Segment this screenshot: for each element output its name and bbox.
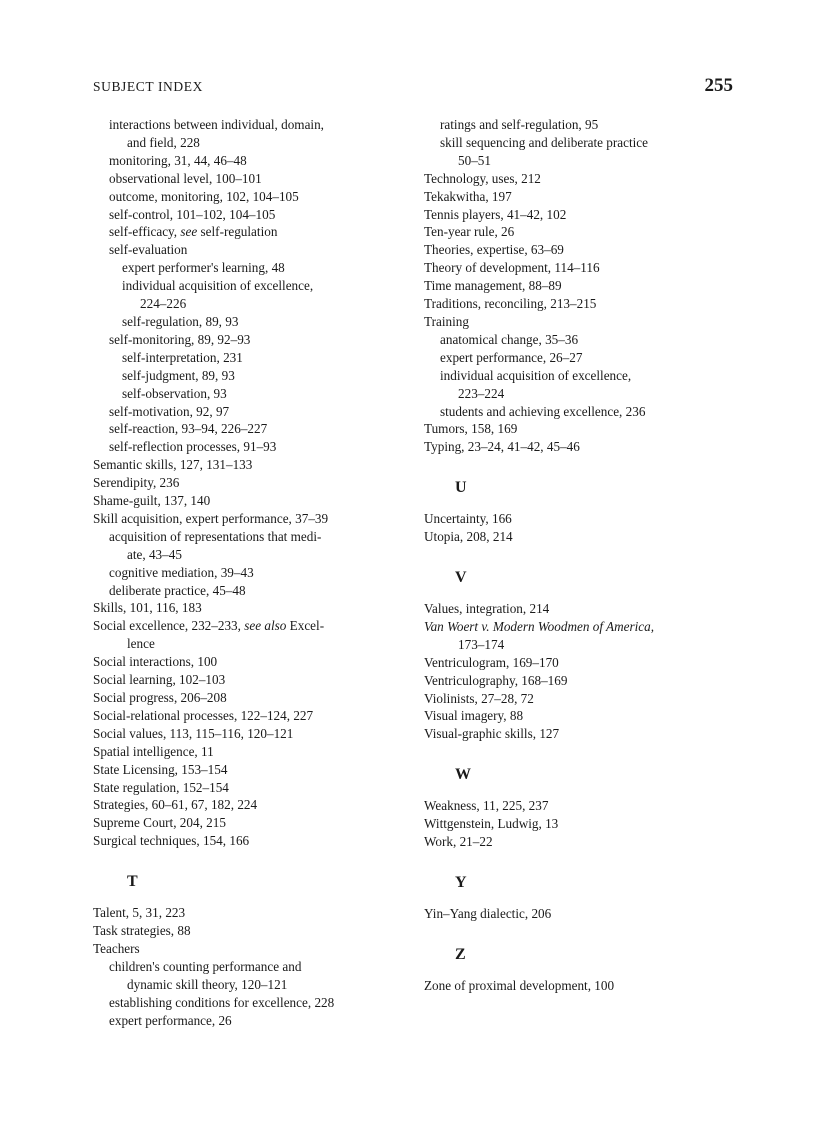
index-entry bbox=[424, 188, 742, 206]
index-entry-text: Values, integration, 214 bbox=[424, 601, 550, 617]
index-entry-text: Semantic skills, 127, 131–133 bbox=[93, 457, 253, 473]
index-entry bbox=[93, 922, 411, 940]
index-entry-text: Social learning, 102–103 bbox=[93, 672, 226, 688]
index-entry-text: Tekakwitha, 197 bbox=[424, 188, 512, 204]
index-entry bbox=[93, 779, 411, 797]
index-entry-text: Violinists, 27–28, 72 bbox=[424, 690, 534, 706]
index-entry-text: Teachers bbox=[93, 940, 140, 956]
index-entry bbox=[93, 259, 411, 277]
index-entry-text: 173–174 bbox=[458, 636, 505, 652]
index-entry bbox=[93, 313, 411, 331]
index-entry-text: lence bbox=[127, 636, 155, 652]
index-entry bbox=[424, 420, 742, 438]
index-entry-text: self-regulation bbox=[200, 224, 278, 240]
index-entry bbox=[424, 259, 742, 277]
index-entry bbox=[424, 349, 742, 367]
index-entry bbox=[93, 152, 411, 170]
index-entry-text: acquisition of representations that medi- bbox=[109, 528, 322, 544]
index-entry bbox=[93, 116, 411, 134]
index-entry-text: Yin–Yang dialectic, 206 bbox=[424, 906, 552, 921]
index-entry-text: anatomical change, 35–36 bbox=[440, 331, 579, 347]
index-entry-text: self-monitoring, 89, 92–93 bbox=[109, 331, 251, 347]
index-entry bbox=[93, 814, 411, 832]
index-entry-text: self-control, 101–102, 104–105 bbox=[109, 206, 276, 222]
index-entry-text: Surgical techniques, 154, 166 bbox=[93, 833, 250, 849]
index-entry-text: 224–226 bbox=[140, 296, 187, 312]
index-entry bbox=[424, 367, 742, 385]
index-entry-text: and field, 228 bbox=[127, 134, 200, 150]
index-entry bbox=[424, 170, 742, 188]
page-number: 255 bbox=[704, 75, 733, 96]
page-header bbox=[93, 77, 733, 97]
index-entry-text: monitoring, 31, 44, 46–48 bbox=[109, 152, 247, 168]
index-entry bbox=[93, 385, 411, 403]
index-entry bbox=[93, 367, 411, 385]
index-entry bbox=[93, 403, 411, 421]
index-entry-text: outcome, monitoring, 102, 104–105 bbox=[109, 188, 299, 204]
index-entry bbox=[93, 456, 411, 474]
index-entry-text: interactions between individual, domain, bbox=[109, 117, 324, 132]
running-head: SUBJECT INDEX bbox=[93, 79, 203, 94]
index-entry bbox=[93, 349, 411, 367]
index-entry bbox=[93, 725, 411, 743]
index-entry-text: ratings and self-regulation, 95 bbox=[440, 117, 599, 132]
index-letter-heading: Y bbox=[455, 874, 467, 891]
index-entry-italic: see bbox=[180, 224, 198, 240]
index-entry bbox=[424, 707, 742, 725]
index-entry-text: Traditions, reconciling, 213–215 bbox=[424, 296, 597, 312]
index-entry bbox=[424, 134, 742, 152]
index-entry-text: dynamic skill theory, 120–121 bbox=[127, 976, 288, 992]
index-entry-text: self-regulation, 89, 93 bbox=[122, 313, 239, 329]
index-entry bbox=[93, 510, 411, 528]
index-entry bbox=[424, 797, 742, 815]
index-entry bbox=[93, 188, 411, 206]
index-entry-text: Ten-year rule, 26 bbox=[424, 224, 515, 240]
index-entry bbox=[424, 672, 742, 690]
index-entry-text: individual acquisition of excellence, bbox=[122, 278, 314, 294]
index-entry-text: Social progress, 206–208 bbox=[93, 690, 227, 705]
index-letter-heading: V bbox=[455, 569, 467, 587]
index-entry-text: Zone of proximal development, 100 bbox=[424, 977, 615, 993]
index-entry bbox=[93, 599, 411, 617]
index-entry bbox=[93, 223, 411, 241]
index-entry-text: Utopia, 208, 214 bbox=[424, 529, 513, 545]
index-entry-text: self-reaction, 93–94, 226–227 bbox=[109, 421, 268, 437]
index-entry-continuation bbox=[93, 546, 411, 564]
index-letter-heading: W bbox=[455, 766, 471, 784]
index-entry-text: deliberate practice, 45–48 bbox=[109, 582, 246, 598]
index-letter-heading: U bbox=[455, 479, 467, 497]
index-entry bbox=[93, 958, 411, 976]
index-entry-continuation bbox=[93, 295, 411, 313]
index-entry bbox=[424, 690, 742, 708]
index-entry-text: Wittgenstein, Ludwig, 13 bbox=[424, 816, 559, 832]
index-entry bbox=[93, 241, 411, 259]
index-entry bbox=[93, 420, 411, 438]
index-entry-text: 223–224 bbox=[458, 385, 505, 401]
index-entry bbox=[93, 474, 411, 492]
index-entry bbox=[424, 116, 742, 134]
index-entry bbox=[424, 206, 742, 224]
index-entry-text: State Licensing, 153–154 bbox=[93, 761, 228, 777]
index-entry-text: self-motivation, 92, 97 bbox=[109, 403, 230, 419]
index-entry bbox=[424, 725, 742, 743]
index-entry-text: Time management, 88–89 bbox=[424, 278, 562, 294]
index-entry-text: Weakness, 11, 225, 237 bbox=[424, 798, 549, 814]
index-entry-continuation bbox=[424, 385, 742, 403]
index-entry-text: self-reflection processes, 91–93 bbox=[109, 439, 277, 455]
index-entry-text: Tumors, 158, 169 bbox=[424, 421, 518, 437]
index-entry-text: Skills, 101, 116, 183 bbox=[93, 600, 202, 616]
index-entry bbox=[93, 761, 411, 779]
index-entry-text: Technology, uses, 212 bbox=[424, 170, 541, 186]
index-entry bbox=[93, 528, 411, 546]
index-entry bbox=[424, 313, 742, 331]
index-entry bbox=[93, 331, 411, 349]
index-entry-text: Visual-graphic skills, 127 bbox=[424, 726, 560, 742]
index-entry-text: Spatial intelligence, 11 bbox=[93, 743, 214, 759]
index-entry bbox=[93, 707, 411, 725]
index-entry-text: ate, 43–45 bbox=[127, 546, 182, 562]
index-entry bbox=[424, 654, 742, 672]
index-entry-text: Talent, 5, 31, 223 bbox=[93, 905, 186, 921]
index-entry bbox=[93, 653, 411, 671]
index-entry-text: self-evaluation bbox=[109, 242, 188, 258]
index-entry-text: Shame-guilt, 137, 140 bbox=[93, 493, 211, 509]
index-entry-italic: Van Woert v. Modern Woodmen of America, bbox=[424, 618, 655, 634]
index-entry bbox=[424, 241, 742, 259]
index-entry-text: cognitive mediation, 39–43 bbox=[109, 564, 254, 580]
index-entry-text: Tennis players, 41–42, 102 bbox=[424, 206, 567, 222]
index-entry bbox=[424, 905, 742, 923]
index-entry-continuation bbox=[93, 635, 411, 653]
index-entry-text: Supreme Court, 204, 215 bbox=[93, 815, 226, 831]
index-entry bbox=[93, 277, 411, 295]
index-entry bbox=[424, 977, 742, 995]
index-letter-heading: Z bbox=[455, 945, 466, 963]
index-entry-text: Ventriculogram, 169–170 bbox=[424, 654, 559, 670]
index-entry bbox=[424, 403, 742, 421]
index-entry-text: Social values, 113, 115–116, 120–121 bbox=[93, 725, 294, 741]
index-entry-text: establishing conditions for excellence, 228 bbox=[109, 994, 335, 1010]
index-letter-heading: T bbox=[127, 873, 138, 891]
index-entry bbox=[93, 743, 411, 761]
index-entry-text: self-observation, 93 bbox=[122, 385, 227, 401]
index-entry-text: Social excellence, 232–233, bbox=[93, 618, 241, 634]
index-entry-text: Theory of development, 114–116 bbox=[424, 260, 600, 276]
index-entry-text: Typing, 23–24, 41–42, 45–46 bbox=[424, 439, 580, 455]
index-entry-text: self-efficacy, bbox=[109, 224, 178, 240]
index-entry-text: expert performance, 26–27 bbox=[440, 349, 583, 365]
index-entry-text: Serendipity, 236 bbox=[93, 475, 180, 491]
index-entry-italic: see also bbox=[244, 618, 287, 634]
index-entry bbox=[93, 671, 411, 689]
index-entry-continuation bbox=[424, 152, 742, 170]
index-entry-text: expert performance, 26 bbox=[109, 1012, 232, 1028]
index-entry-text: Uncertainty, 166 bbox=[424, 511, 512, 527]
index-entry-text: Skill acquisition, expert performance, 37–39 bbox=[93, 510, 329, 526]
index-entry-text: Visual imagery, 88 bbox=[424, 708, 524, 724]
index-entry-text: 50–51 bbox=[458, 152, 491, 168]
index-entry bbox=[424, 815, 742, 833]
index-entry bbox=[93, 904, 411, 922]
index-column-right bbox=[424, 116, 742, 995]
index-entry-text: skill sequencing and deliberate practice bbox=[440, 134, 648, 150]
index-entry bbox=[93, 617, 411, 635]
index-entry bbox=[93, 832, 411, 850]
index-entry bbox=[93, 170, 411, 188]
index-entry-text: Training bbox=[424, 313, 469, 329]
index-entry-continuation bbox=[93, 134, 411, 152]
index-entry-text: Excel- bbox=[289, 618, 325, 634]
index-entry bbox=[93, 438, 411, 456]
index-entry-text: Social interactions, 100 bbox=[93, 654, 218, 670]
index-entry-text: children's counting performance and bbox=[109, 958, 302, 974]
index-entry-text: observational level, 100–101 bbox=[109, 170, 262, 186]
index-entry-text: Task strategies, 88 bbox=[93, 923, 191, 939]
index-entry-text: Social-relational processes, 122–124, 227 bbox=[93, 707, 314, 723]
index-entry bbox=[93, 564, 411, 582]
index-entry bbox=[424, 510, 742, 528]
index-entry-text: self-interpretation, 231 bbox=[122, 349, 243, 365]
index-entry bbox=[424, 223, 742, 241]
index-entry bbox=[93, 206, 411, 224]
index-entry bbox=[424, 438, 742, 456]
index-entry bbox=[424, 277, 742, 295]
index-entry-text: Work, 21–22 bbox=[424, 834, 493, 850]
index-entry-text: State regulation, 152–154 bbox=[93, 779, 229, 795]
index-entry-text: Theories, expertise, 63–69 bbox=[424, 242, 564, 258]
index-entry bbox=[424, 331, 742, 349]
index-entry bbox=[424, 833, 742, 851]
index-entry bbox=[93, 796, 411, 814]
index-entry bbox=[93, 492, 411, 510]
index-entry bbox=[93, 1012, 411, 1030]
index-entry bbox=[93, 582, 411, 600]
index-entry bbox=[424, 528, 742, 546]
index-entry-text: expert performer's learning, 48 bbox=[122, 260, 285, 276]
index-entry bbox=[424, 295, 742, 313]
index-entry-text: students and achieving excellence, 236 bbox=[440, 403, 646, 419]
index-entry-continuation bbox=[424, 636, 742, 654]
index-column-left bbox=[93, 116, 411, 1030]
index-entry bbox=[424, 600, 742, 618]
index-entry-text: Ventriculography, 168–169 bbox=[424, 672, 568, 688]
index-entry-continuation bbox=[93, 976, 411, 994]
index-entry bbox=[93, 994, 411, 1012]
index-entry-text: self-judgment, 89, 93 bbox=[122, 367, 235, 383]
index-entry bbox=[424, 618, 742, 636]
index-entry bbox=[93, 940, 411, 958]
index-entry-text: Strategies, 60–61, 67, 182, 224 bbox=[93, 797, 258, 813]
index-entry-text: individual acquisition of excellence, bbox=[440, 367, 632, 383]
index-entry bbox=[93, 689, 411, 707]
